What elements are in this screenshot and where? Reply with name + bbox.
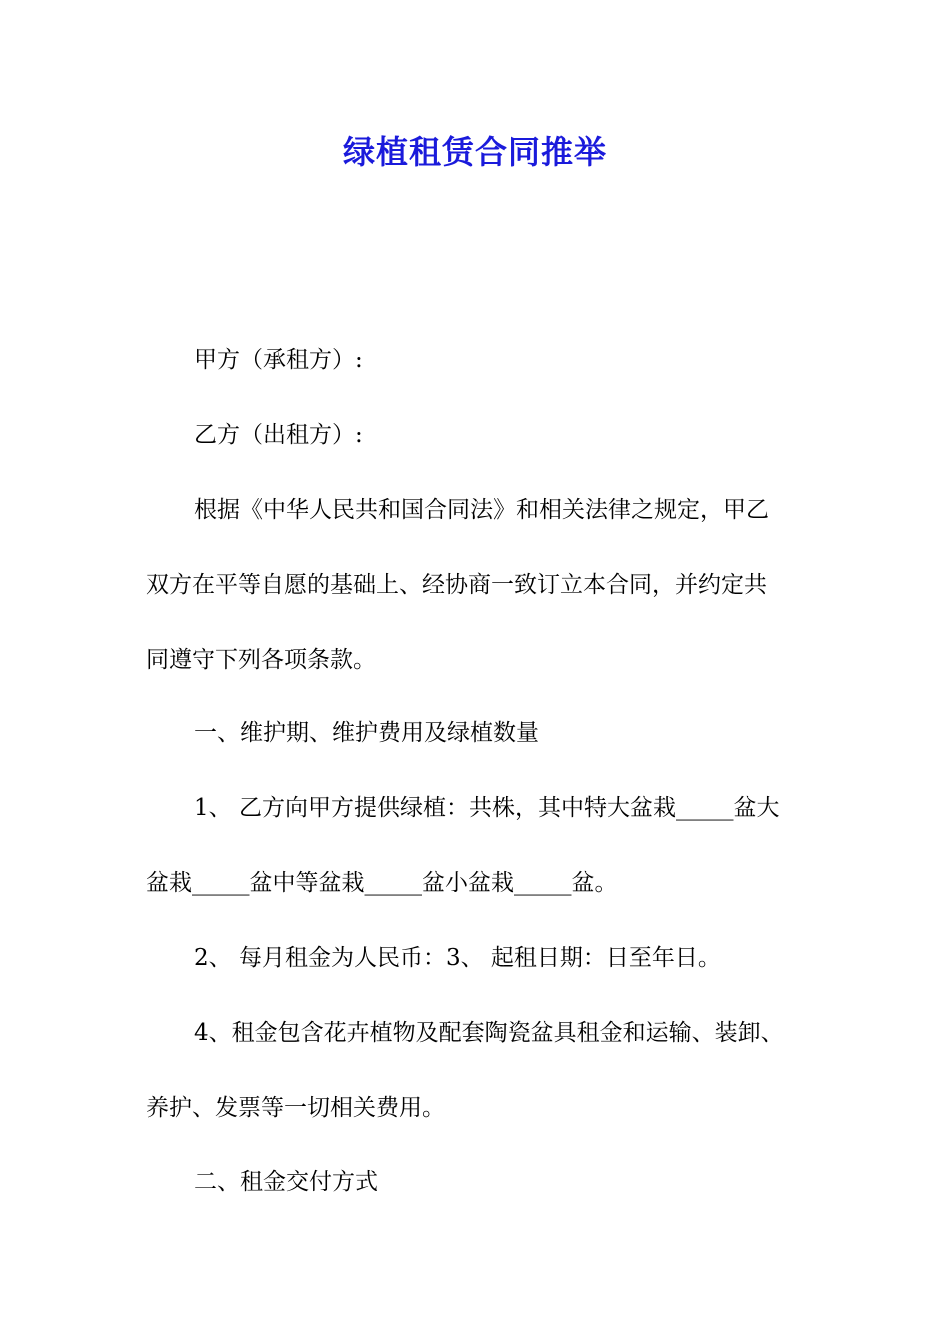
document-title: 绿植租赁合同推举 bbox=[342, 133, 607, 171]
section-heading-2: 二、租金交付方式 bbox=[194, 1169, 378, 1195]
clause-4-line-1: 4、租金包含花卉植物及配套陶瓷盆具租金和运输、装卸、 bbox=[194, 1020, 784, 1046]
party-a-line: 甲方（承租方）: bbox=[194, 347, 363, 373]
intro-paragraph-line-1: 根据《中华人民共和国合同法》和相关法律之规定，甲乙 bbox=[194, 497, 769, 523]
party-b-line: 乙方（出租方）: bbox=[194, 422, 363, 448]
intro-paragraph-line-2: 双方在平等自愿的基础上、经协商一致订立本合同，并约定共 bbox=[146, 572, 767, 598]
section-heading-1: 一、维护期、维护费用及绿植数量 bbox=[194, 720, 539, 746]
clause-1-line-1: 1、 乙方向甲方提供绿植：共株，其中特大盆栽_____盆大 bbox=[194, 795, 780, 821]
clause-4-line-2: 养护、发票等一切相关费用。 bbox=[146, 1095, 445, 1121]
clause-2-3-line: 2、 每月租金为人民币：3、 起租日期：日至年日。 bbox=[194, 945, 721, 971]
clause-1-line-2: 盆栽_____盆中等盆栽_____盆小盆栽_____盆。 bbox=[146, 870, 618, 896]
intro-paragraph-line-3: 同遵守下列各项条款。 bbox=[146, 647, 376, 673]
